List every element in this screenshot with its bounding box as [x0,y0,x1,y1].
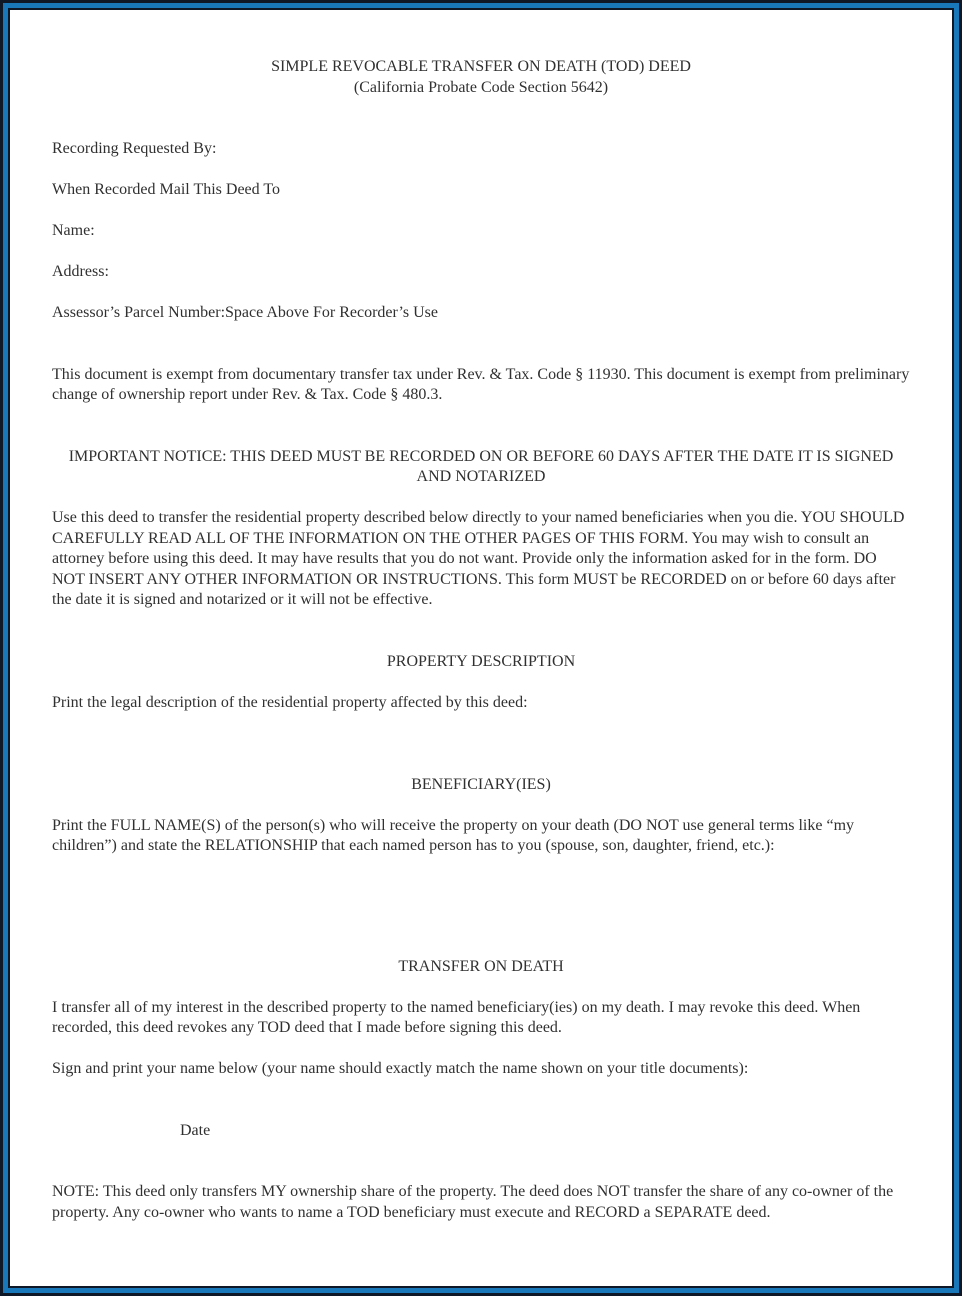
recording-requested-by-label: Recording Requested By: [52,140,217,157]
usage-instructions-paragraph: Use this deed to transfer the residential property described below directly to your named beneficiaries when you die. YOU SHOULD CAREFULLY READ ALL OF THE INFORMATION ON THE OTHER PAGES OF THIS FORM. You may wish to consult an attorney before using this deed. It may have results that you do not want. Provide only the information asked for in the form. DO NOT INSERT ANY OTHER INFORMATION OR INSTRUCTIONS. This form MUST be RECORDED on or before 60 days after the date it is signed and notarized or it will not be effective. [52,509,905,608]
page-border-blue [3,3,959,1293]
important-notice-heading: IMPORTANT NOTICE: THIS DEED MUST BE RECORDED ON OR BEFORE 60 DAYS AFTER THE DATE IT IS SIGNED AND NOTARIZED [68,447,894,485]
beneficiaries-instruction: Print the FULL NAME(S) of the person(s) who will receive the property on your death (DO NOT use general terms like “my children”) and state the RELATIONSHIP that each named person has to you (spouse, son, daughter, friend, etc.): [52,816,855,854]
beneficiaries-heading: BENEFICIARY(IES) [411,775,551,793]
name-label: Name: [52,222,95,239]
when-recorded-mail-label: When Recorded Mail This Deed To [52,181,281,198]
sign-and-print-instruction: Sign and print your name below (your name should exactly match the name shown on your title documents): [52,1060,749,1077]
tax-exempt-paragraph: This document is exempt from documentary transfer tax under Rev. & Tax. Code § 11930. This document is exempt from preliminary change of ownership report under Rev. & Tax. Code § 480.3. [52,365,910,403]
transfer-on-death-paragraph: I transfer all of my interest in the described property to the named beneficiary(ies) on my death. I may revoke this deed. When recorded, this deed revokes any TOD deed that I made before signing this deed. [52,998,861,1036]
page-border-inner [8,8,954,1288]
transfer-on-death-section [52,957,910,1142]
property-description-heading: PROPERTY DESCRIPTION [386,652,576,670]
date-label: Date [180,1121,211,1139]
document-subtitle: (California Probate Code Section 5642) [353,78,609,96]
beneficiaries-section [52,775,910,857]
address-label: Address: [52,263,109,280]
note-paragraph: NOTE: This deed only transfers MY ownership share of the property. The deed does NOT transfer the share of any co-owner of the property. Any co-owner who wants to name a TOD beneficiary must execute and RECORD a SEPARATE deed. [52,1183,894,1221]
document-content [10,10,952,1286]
document-title: SIMPLE REVOCABLE TRANSFER ON DEATH (TOD) DEED [271,58,691,75]
assessors-parcel-number-line: Assessor’s Parcel Number:Space Above For Recorder’s Use [52,304,438,321]
document-header [52,57,910,98]
recording-block [52,139,910,324]
property-description-instruction: Print the legal description of the residential property affected by this deed: [52,693,528,711]
transfer-on-death-heading: TRANSFER ON DEATH [398,957,564,975]
property-description-section [52,652,910,714]
